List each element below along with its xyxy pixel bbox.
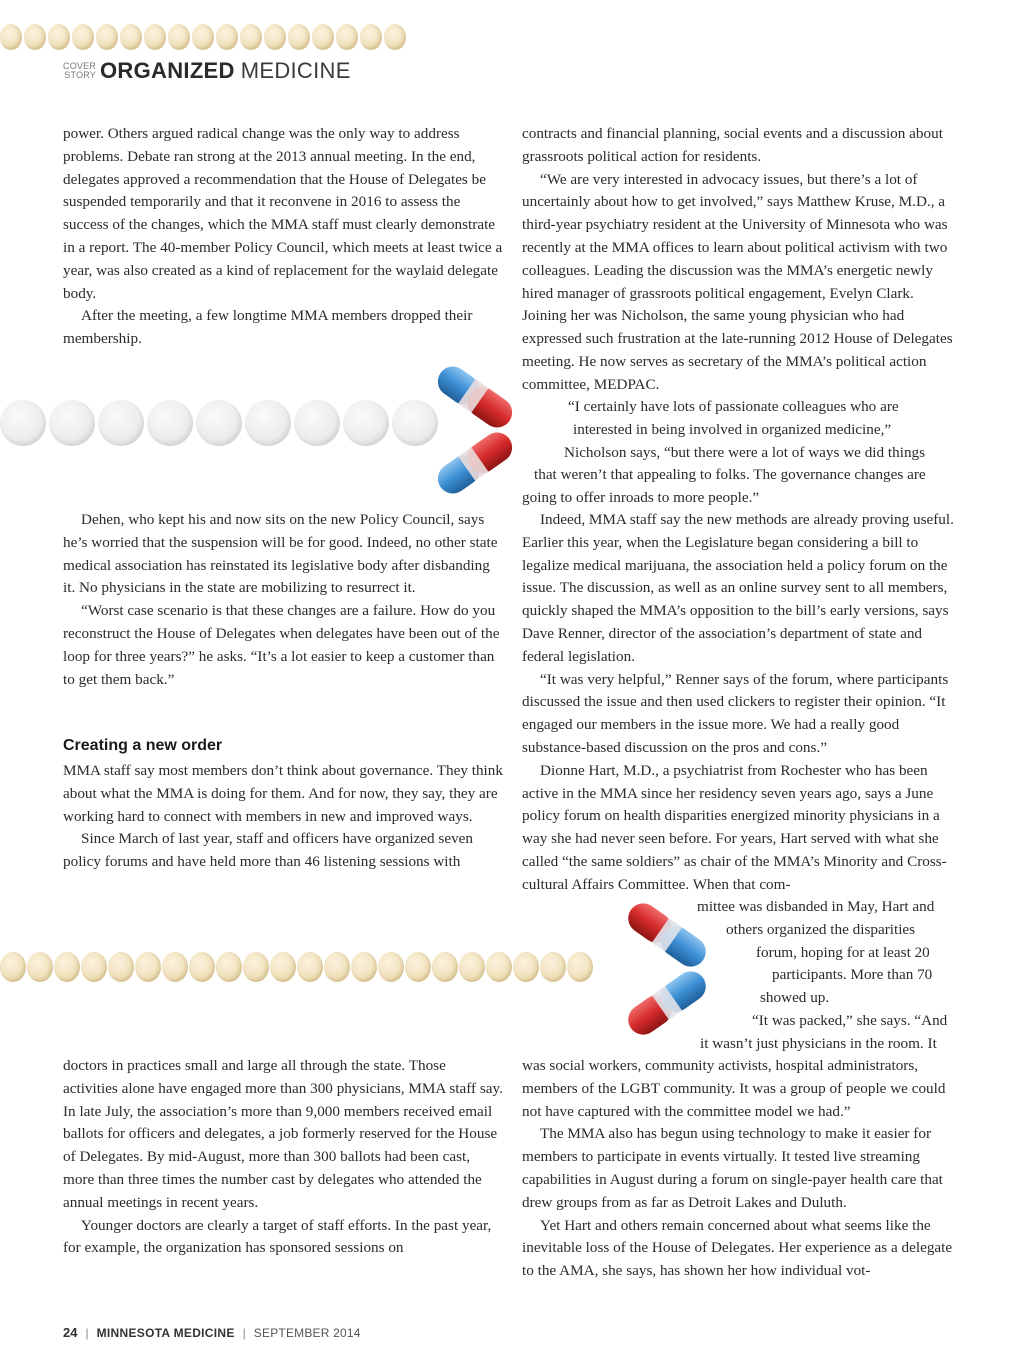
tablet-icon: [144, 24, 166, 50]
top-pill-row: [0, 24, 408, 50]
right-column-top: [522, 123, 962, 397]
wrapped-line: showed up.: [760, 989, 830, 1007]
tablet-icon: [384, 24, 406, 50]
tablet-icon: [196, 400, 242, 446]
paragraph: MMA staff say most members don’t think about governance. They think about what the MMA is doing for them. And for now, they say, they are working hard to connect with members in new and improved ways.: [63, 762, 503, 825]
tablet-icon: [72, 24, 94, 50]
left-column-bottom: [63, 1055, 503, 1260]
tablet-icon: [240, 24, 262, 50]
tablet-icon: [216, 24, 238, 50]
wrapped-line: it wasn’t just physicians in the room. It: [700, 1034, 937, 1052]
tablet-icon: [312, 24, 334, 50]
tablet-icon: [96, 24, 118, 50]
wrapped-line: forum, hoping for at least 20: [756, 943, 930, 961]
paragraph: was social workers, community activists, hospital administrators, members of the LGBT community. It was a group of people we could not have captured with the committee model we had.”: [522, 1057, 946, 1120]
cover-story-label: [63, 62, 96, 80]
left-column-top: [63, 123, 503, 351]
tablet-icon: [243, 952, 269, 982]
paragraph: Dehen, who kept his and now sits on the new Policy Council, says he’s worried that the suspension will be for good. Indeed, no other state medical association has reinstated its legislative body after disbanding it. No physicians in the state are mobilizing to resurrect it.: [63, 511, 498, 597]
tablet-icon: [405, 952, 431, 982]
page-number: 24: [63, 1325, 78, 1340]
wrapped-line: others organized the disparities: [726, 920, 916, 938]
tablet-icon: [270, 952, 296, 982]
tablet-icon: [168, 24, 190, 50]
wrapped-line: “It was packed,” she says. “And: [752, 1011, 948, 1029]
tablet-icon: [108, 952, 134, 982]
tablet-icon: [459, 952, 485, 982]
tablet-icon: [264, 24, 286, 50]
section-title-light: MEDICINE: [240, 58, 351, 83]
section-title-bold: ORGANIZED: [100, 58, 235, 83]
tablet-icon: [0, 400, 46, 446]
paragraph: Indeed, MMA staff say the new methods are already proving useful. Earlier this year, when the Legislature began considering a bill to legalize medical marijuana, the association held a policy forum on the issue. The discussion, as well as an online survey sent to all members, quickly shaped the MMA’s opposition to the bill’s early versions, says Dave Renner, director of the association’s department of state and federal legislation.: [522, 511, 954, 665]
story-label: STORY: [64, 70, 97, 80]
paragraph: Dionne Hart, M.D., a psychiatrist from Rochester who has been active in the MMA since her residency seven years ago, says a June policy forum on health disparities energized minority physicians in a way she had never seen before. For years, Hart served with what she called “the same soldiers” as chair of the MMA’s Minority and Cross-cultural Affairs Committee. When that com-: [522, 761, 947, 893]
tablet-icon: [288, 24, 310, 50]
magazine-name: MINNESOTA MEDICINE: [96, 1325, 235, 1340]
capsule-icon: [430, 355, 520, 505]
tablet-icon: [27, 952, 53, 982]
footer-divider: |: [85, 1325, 89, 1340]
subheading: Creating a new order: [63, 737, 223, 754]
footer-divider: |: [242, 1325, 246, 1340]
tablet-icon: [294, 400, 340, 446]
tablet-icon: [245, 400, 291, 446]
lower-pill-row: [0, 952, 594, 982]
tablet-icon: [81, 952, 107, 982]
tablet-icon: [336, 24, 358, 50]
wrapped-line: mittee was disbanded in May, Hart and: [697, 898, 935, 915]
tablet-icon: [378, 952, 404, 982]
tablet-icon: [432, 952, 458, 982]
middle-pill-row: [0, 400, 441, 446]
tablet-icon: [54, 952, 80, 982]
right-column-wrap-around-capsules-2: [522, 896, 962, 1056]
wrapped-line: Nicholson says, “but there were a lot of ways we did things: [564, 443, 926, 461]
tablet-icon: [0, 24, 22, 50]
left-column-subsection: [63, 760, 503, 874]
left-column-middle: [63, 509, 503, 691]
paragraph: Since March of last year, staff and officers have organized seven policy forums and have held more than 46 listening sessions with: [63, 830, 474, 871]
paragraph: After the meeting, a few longtime MMA members dropped their membership.: [63, 307, 473, 348]
tablet-icon: [343, 400, 389, 446]
tablet-icon: [297, 952, 323, 982]
tablet-icon: [147, 400, 193, 446]
tablet-icon: [486, 952, 512, 982]
tablet-icon: [49, 400, 95, 446]
paragraph: The MMA also has begun using technology to make it easier for members to participate in events virtually. It tested live streaming capabilities in August during a forum on single-payer health care that drew groups from as far as Detroit Lakes and Duluth.: [522, 1125, 943, 1211]
paragraph: power. Others argued radical change was the only way to address problems. Debate ran strong at the 2013 annual meeting. In the end, delegates approved a recommendation that the House of Delegates be suspended temporarily and that it reconvene in 2016 to assess the success of the changes, which the MMA staff must clearly demonstrate in a report. The 40-member Policy Council, which meets at least twice a year, was also created as a kind of replacement for the waylaid delegate body.: [63, 125, 503, 302]
wrapped-line: participants. More than 70: [772, 966, 933, 984]
tablet-icon: [360, 24, 382, 50]
paragraph: contracts and financial planning, social events and a discussion about grassroots political action for residents.: [522, 125, 943, 165]
wrapped-line: going to offer inroads to more people.”: [522, 489, 760, 507]
paragraph: Yet Hart and others remain concerned about what seems like the inevitable loss of the House of Delegates. Her experience as a delegate to the AMA, she says, has shown her how individual vot-: [522, 1216, 953, 1280]
tablet-icon: [98, 400, 144, 446]
paragraph: Younger doctors are clearly a target of staff efforts. In the past year, for example, the organization has sponsored sessions on: [63, 1216, 492, 1257]
wrapped-line: interested in being involved in organized medicine,”: [573, 420, 892, 438]
tablet-icon: [0, 952, 26, 982]
issue-date: SEPTEMBER 2014: [253, 1325, 361, 1340]
paragraph: doctors in practices small and large all through the state. Those activities alone have engaged more than 300 physicians, MMA staff say. In late July, the association’s more than 9,000 members received email ballots for officers and delegates, a job formerly reserved for the House of Delegates. By mid-August, more than 300 ballots had been cast, more than three times the number cast by delegates who attended the annual meetings in recent years.: [63, 1057, 503, 1211]
paragraph: “Worst case scenario is that these changes are a failure. How do you reconstruct the House of Delegates when delegates have been out of the loop for three years?” he asks. “It’s a lot easier to keep a customer than to get them back.”: [63, 602, 500, 688]
tablet-icon: [216, 952, 242, 982]
cover-label: COVER: [63, 61, 97, 71]
tablet-icon: [351, 952, 377, 982]
tablet-icon: [24, 24, 46, 50]
wrapped-line: that weren’t that appealing to folks. The governance changes are: [534, 466, 926, 484]
paragraph: “We are very interested in advocacy issues, but there’s a lot of uncertainly about how to get involved,” says Matthew Kruse, M.D., a third-year psychiatry resident at the University of Minnesota who was recently at the MMA offices to learn about political activism with two colleagues. Leading the discussion was the MMA’s energetic newly hired manager of grassroots political engagement, Evelyn Clark. Joining her was Nicholson, the same young physician who had expressed such frustration at the late-running 2012 House of Delegates meeting. He now serves as secretary of the MMA’s political action committee, MEDPAC.: [522, 170, 953, 393]
tablet-icon: [324, 952, 350, 982]
tablet-icon: [48, 24, 70, 50]
right-column-wrap-around-capsules: [522, 396, 962, 510]
tablet-icon: [120, 24, 142, 50]
tablet-icon: [189, 952, 215, 982]
right-column-bottom: [522, 1055, 962, 1283]
right-column-middle: [522, 509, 962, 897]
paragraph: “It was very helpful,” Renner says of the forum, where participants discussed the issue and then used clickers to register their opinion. “It engaged our members in the issue more. We had a really good substance-based discussion on the pros and cons.”: [522, 670, 949, 756]
tablet-icon: [192, 24, 214, 50]
section-header: [63, 58, 351, 84]
page-footer: [63, 1325, 361, 1340]
tablet-icon: [135, 952, 161, 982]
tablet-icon: [162, 952, 188, 982]
wrapped-line: “I certainly have lots of passionate colleagues who are: [568, 398, 899, 415]
